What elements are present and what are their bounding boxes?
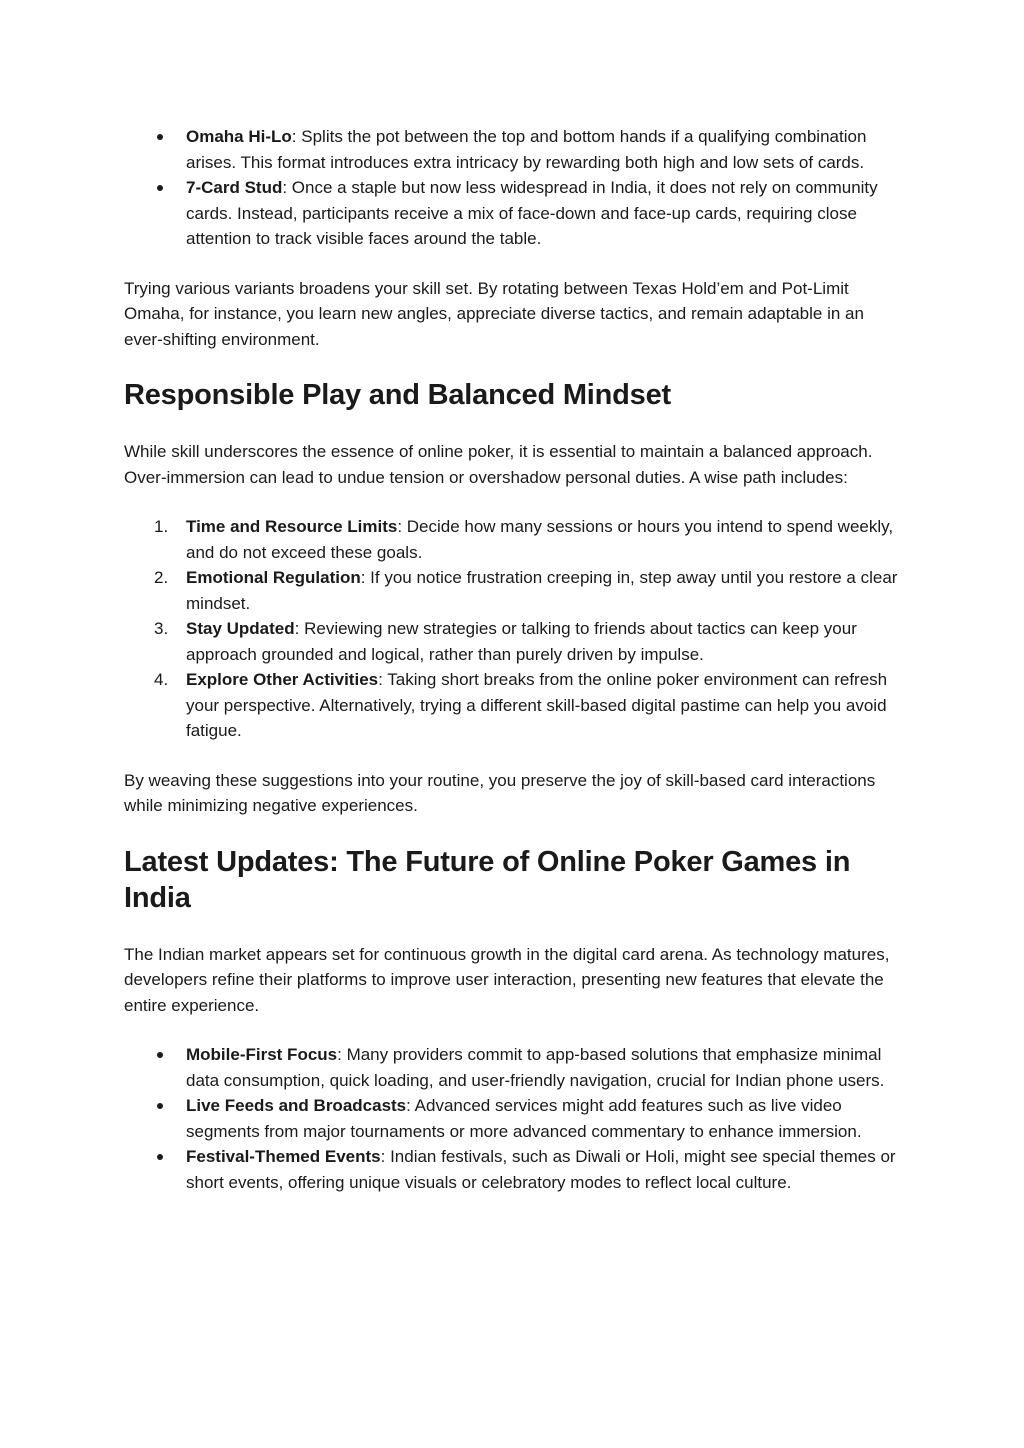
latest-updates-heading: Latest Updates: The Future of Online Poker Games in India [124,845,851,914]
list-item-text: : Splits the pot between the top and bottom hands if a qualifying combination arises. This format introduces extra intricacy by rewarding both high and low sets of cards. [186,127,867,172]
list-item-text: : Once a staple but now less widespread in India, it does not rely on community cards. Instead, participants receive a mix of face-down and face-up cards, requiring close attention to track visible faces around the table. [186,178,878,248]
list-item [124,1144,904,1195]
list-item-term: Festival-Themed Events [186,1147,381,1166]
list-item-text: : Reviewing new strategies or talking to friends about tactics can keep your approach grounded and logical, rather than purely driven by impulse. [186,619,857,664]
list-item-term: 7-Card Stud [186,178,283,197]
list-item [124,565,904,616]
list-item-term: Time and Resource Limits [186,517,398,536]
list-item-term: Stay Updated [186,619,295,638]
list-item [124,514,904,565]
list-item-term: Omaha Hi-Lo [186,127,292,146]
list-item [124,1093,904,1144]
variants-bullet-list [124,124,904,252]
list-item [124,175,904,252]
list-number: 4. [154,670,169,689]
responsible-outro-paragraph: By weaving these suggestions into your routine, you preserve the joy of skill-based card interactions while minimizing negative experiences. [124,770,876,815]
list-number: 2. [154,568,169,587]
list-item-text: : If you notice frustration creeping in, step away until you restore a clear mindset. [186,568,898,613]
list-item-text: : Indian festivals, such as Diwali or Holi, might see special themes or short events, offering unique visuals or celebratory modes to reflect local culture. [186,1147,896,1192]
list-item-term: Emotional Regulation [186,568,361,587]
list-item [124,616,904,667]
responsible-play-heading: Responsible Play and Balanced Mindset [124,379,671,411]
list-item-term: Mobile-First Focus [186,1045,338,1064]
list-item-text: : Many providers commit to app-based solutions that emphasize minimal data consumption, quick loading, and user-friendly navigation, crucial for Indian phone users. [186,1045,885,1090]
responsible-numbered-list [124,514,904,744]
list-item [124,124,904,175]
updates-bullet-list [124,1042,904,1195]
list-number: 3. [154,619,169,638]
document-page [124,124,904,1195]
list-item-text: : Taking short breaks from the online poker environment can refresh your perspective. Alternatively, trying a different skill-based digital pastime can help you avoid fatigue. [186,670,888,740]
responsible-intro-paragraph: While skill underscores the essence of online poker, it is essential to maintain a balanced approach. Over-immersion can lead to undue tension or overshadow personal duties. A wise path includes: [124,442,873,487]
list-number: 1. [154,517,169,536]
variants-paragraph: Trying various variants broadens your skill set. By rotating between Texas Hold’em and Pot-Limit Omaha, for instance, you learn new angles, appreciate diverse tactics, and remain adaptable in an ever-shifting environment. [124,278,864,349]
list-item-text: : Advanced services might add features such as live video segments from major tournaments or more advanced commentary to enhance immersion. [186,1096,862,1141]
list-item [124,1042,904,1093]
list-item-text: : Decide how many sessions or hours you intend to spend weekly, and do not exceed these goals. [186,517,894,562]
list-item-term: Live Feeds and Broadcasts [186,1096,407,1115]
updates-intro-paragraph: The Indian market appears set for continuous growth in the digital card arena. As technology matures, developers refine their platforms to improve user interaction, presenting new features that elevate the entire experience. [124,944,890,1015]
list-item-term: Explore Other Activities [186,670,379,689]
list-item [124,667,904,744]
